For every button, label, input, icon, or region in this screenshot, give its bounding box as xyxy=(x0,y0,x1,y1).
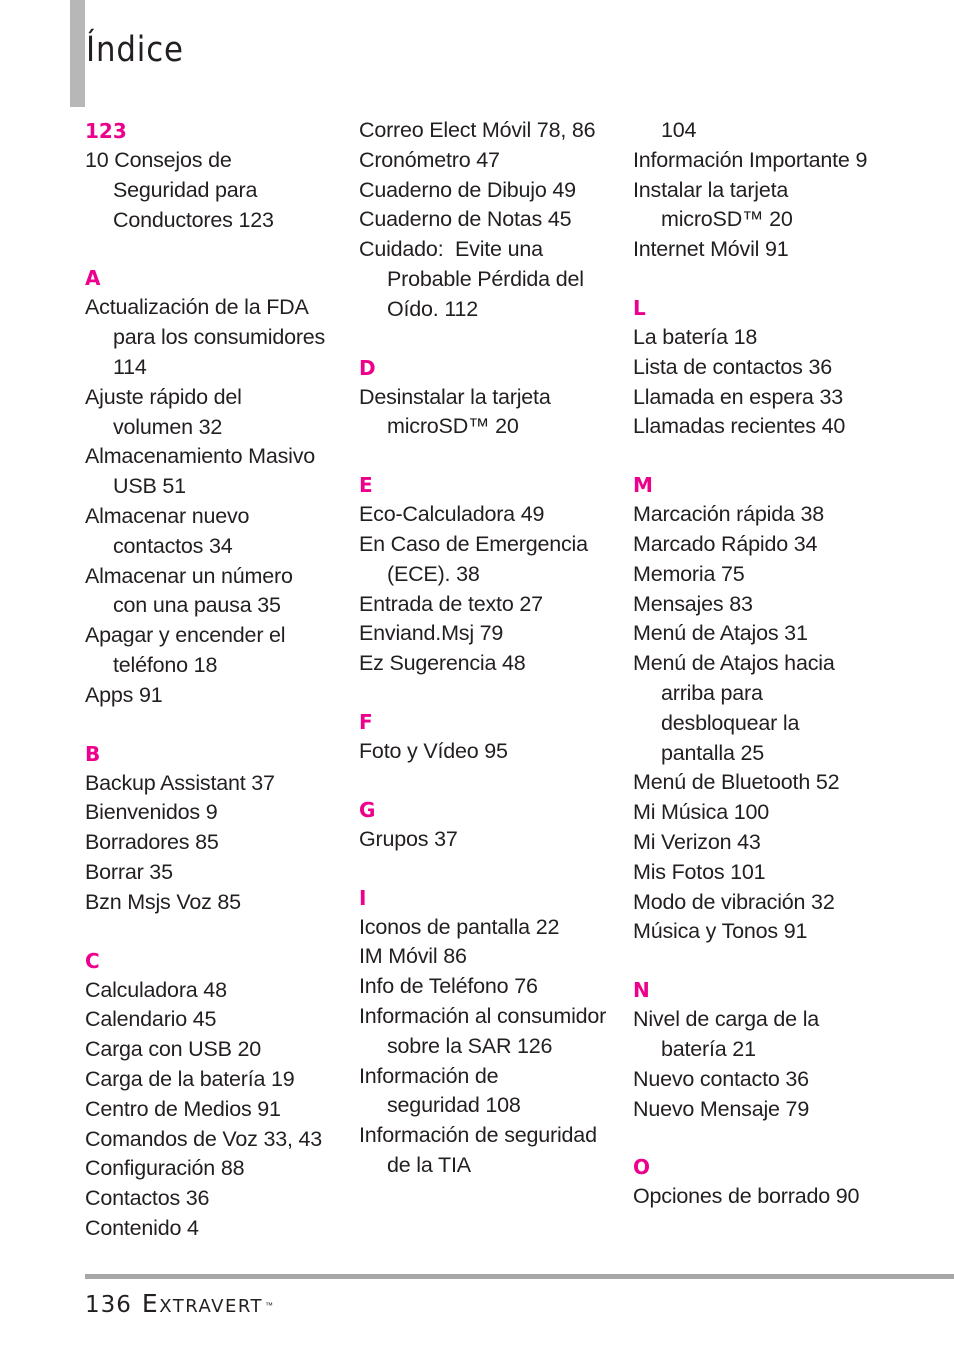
index-section-m xyxy=(633,470,903,947)
index-section-123 xyxy=(85,116,355,235)
page-title: Índice xyxy=(86,30,184,70)
section-letter: F xyxy=(359,709,373,734)
section-letter: G xyxy=(359,797,376,822)
index-entry: Internet Móvil 91 xyxy=(633,237,789,262)
index-entry: Carga con USB 20 xyxy=(85,1037,262,1062)
index-entry: Cronómetro 47 xyxy=(359,147,500,172)
index-entry: Bienvenidos 9 xyxy=(85,800,218,825)
index-entry: Almacenar nuevo contactos 34 xyxy=(85,503,250,558)
index-entry: Modo de vibración 32 xyxy=(633,889,835,914)
index-entry: Cuaderno de Dibujo 49 xyxy=(359,177,576,202)
index-entry: Foto y Vídeo 95 xyxy=(359,738,508,763)
index-entry: Almacenamiento Masivo USB 51 xyxy=(85,444,316,499)
index-entry: Menú de Atajos hacia arriba para desbloquear la pantalla 25 xyxy=(633,651,835,765)
index-entry: IM Móvil 86 xyxy=(359,944,467,969)
index-entry: Entrada de texto 27 xyxy=(359,591,543,616)
index-entry: Nivel de carga de la batería 21 xyxy=(633,1007,820,1061)
index-entry: Mi Música 100 xyxy=(633,800,770,825)
index-section-i xyxy=(359,883,629,1181)
index-entry: Información Importante 9 xyxy=(633,147,868,172)
index-entry: Marcación rápida 38 xyxy=(633,502,825,527)
index-entry: Backup Assistant 37 xyxy=(85,770,275,795)
section-letter: 123 xyxy=(85,119,127,143)
index-entry: Correo Elect Móvil 78, 86 xyxy=(359,118,596,142)
index-entry: Menú de Atajos 31 xyxy=(633,621,808,646)
index-entry: Info de Teléfono 76 xyxy=(359,974,538,999)
index-entry: Nuevo contacto 36 xyxy=(633,1066,809,1091)
index-entry: Enviand.Msj 79 xyxy=(359,621,504,646)
section-letter: L xyxy=(633,295,646,320)
index-entry: Menú de Bluetooth 52 xyxy=(633,770,840,795)
index-entry: Borrar 35 xyxy=(85,859,173,884)
index-section-l xyxy=(633,293,903,442)
section-letter: M xyxy=(633,473,653,498)
section-letter: A xyxy=(85,266,101,291)
index-entry: Configuración 88 xyxy=(85,1156,245,1181)
index-entry: Iconos de pantalla 22 xyxy=(359,914,560,939)
index-column-2 xyxy=(359,116,629,1209)
brand-name: Extravert xyxy=(141,1289,264,1318)
section-letter: N xyxy=(633,978,650,1003)
index-entry: Comandos de Voz 33, 43 xyxy=(85,1126,323,1151)
index-entry: 10 Consejos de Seguridad para Conductores 123 xyxy=(85,148,274,232)
index-entry: En Caso de Emergencia (ECE). 38 xyxy=(359,531,588,586)
section-letter: C xyxy=(85,948,100,973)
index-entry: Música y Tonos 91 xyxy=(633,919,808,944)
index-column-1 xyxy=(85,116,355,1272)
trademark-mark: ™ xyxy=(265,1301,274,1310)
index-entry: Lista de contactos 36 xyxy=(633,354,832,379)
index-entry: Ajuste rápido del volumen 32 xyxy=(85,384,242,439)
index-entry: Llamada en espera 33 xyxy=(633,384,843,409)
index-entry: Calendario 45 xyxy=(85,1007,217,1032)
index-section-c-continued xyxy=(359,116,629,325)
footer-rule xyxy=(85,1274,954,1279)
index-entry: Calculadora 48 xyxy=(85,977,227,1002)
index-entry: Marcado Rápido 34 xyxy=(633,531,818,556)
index-entry: Carga de la batería 19 xyxy=(85,1066,295,1091)
index-section-o xyxy=(633,1152,903,1212)
section-letter: D xyxy=(359,355,376,380)
index-entry: Mis Fotos 101 xyxy=(633,859,766,884)
index-entry: Apps 91 xyxy=(85,682,163,707)
index-entry: Información al consumidor sobre la SAR 126 xyxy=(359,1003,607,1058)
page-footer xyxy=(85,1289,273,1318)
index-entry: Desinstalar la tarjeta microSD™ 20 xyxy=(359,384,551,439)
index-entry: Llamadas recientes 40 xyxy=(633,414,846,439)
index-entry: Centro de Medios 91 xyxy=(85,1096,281,1121)
index-section-a xyxy=(85,263,355,710)
index-entry: Mi Verizon 43 xyxy=(633,829,761,854)
index-section-n xyxy=(633,975,903,1124)
index-section-g xyxy=(359,795,629,855)
index-entry: Almacenar un número con una pausa 35 xyxy=(85,563,293,618)
page-number: 136 xyxy=(85,1292,132,1318)
section-letter: I xyxy=(359,885,367,910)
index-section-d xyxy=(359,353,629,443)
section-letter: O xyxy=(633,1155,651,1180)
index-entry: Eco-Calculadora 49 xyxy=(359,502,545,527)
index-entry: Contenido 4 xyxy=(85,1215,199,1240)
index-entry: 104 xyxy=(661,118,697,142)
index-entry: Apagar y encender el teléfono 18 xyxy=(85,623,286,677)
index-section-f xyxy=(359,707,629,767)
index-entry: La batería 18 xyxy=(633,324,758,349)
section-letter: B xyxy=(85,741,101,766)
index-entry: Ez Sugerencia 48 xyxy=(359,651,526,676)
index-entry: Actualización de la FDA para los consumidores 114 xyxy=(85,295,326,379)
index-entry: Cuaderno de Notas 45 xyxy=(359,207,572,232)
index-entry: Mensajes 83 xyxy=(633,591,753,616)
index-entry: Grupos 37 xyxy=(359,826,458,851)
index-entry: Memoria 75 xyxy=(633,561,745,586)
index-entry: Instalar la tarjeta microSD™ 20 xyxy=(633,177,793,232)
title-side-bar xyxy=(70,0,85,107)
index-section-c xyxy=(85,946,355,1244)
index-entry: Información de seguridad 108 xyxy=(359,1063,521,1118)
index-section-b xyxy=(85,739,355,918)
index-section-e xyxy=(359,470,629,679)
index-entry: Contactos 36 xyxy=(85,1186,210,1211)
index-entry: Opciones de borrado 90 xyxy=(633,1184,860,1209)
index-entry: Nuevo Mensaje 79 xyxy=(633,1096,810,1121)
index-entry: Información de seguridad de la TIA xyxy=(359,1123,597,1177)
index-entry: Bzn Msjs Voz 85 xyxy=(85,889,241,914)
index-entry: Cuidado: Evite una Probable Pérdida del Oído. 112 xyxy=(359,237,590,321)
index-section-i-continued xyxy=(633,116,903,265)
index-entry: Borradores 85 xyxy=(85,830,219,855)
section-letter: E xyxy=(359,473,373,498)
index-column-3 xyxy=(633,116,903,1240)
